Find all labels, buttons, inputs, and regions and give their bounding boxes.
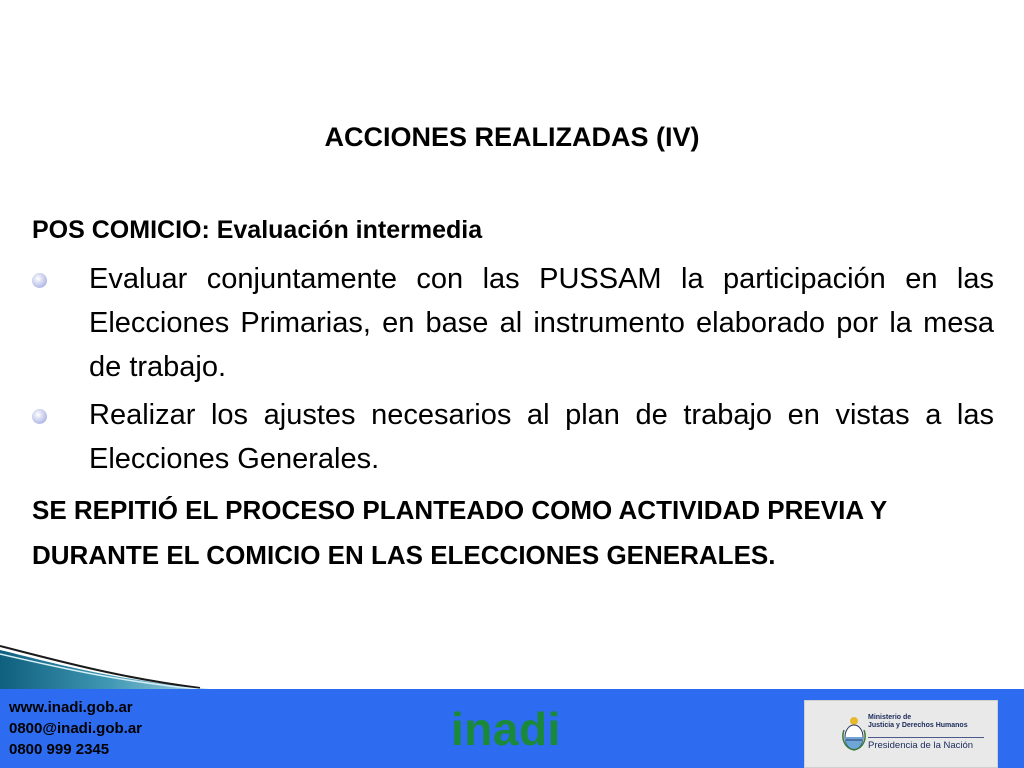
argentina-coat-of-arms-icon (842, 716, 866, 752)
phone-number: 0800 999 2345 (9, 741, 110, 758)
bullet-text: Realizar los ajustes necesarios al plan de trabajo en vistas a las Elecciones Generales. (89, 399, 994, 475)
circle-bullet-icon (32, 409, 47, 424)
footer-bar (0, 689, 1024, 768)
inadi-brand: inadi (451, 703, 561, 755)
circle-bullet-icon (32, 273, 47, 288)
decorative-swoosh (0, 640, 220, 692)
ministry-divider (868, 737, 984, 738)
bullet-item (32, 257, 994, 389)
website-link[interactable]: www.inadi.gob.ar (9, 699, 133, 716)
bullet-text: Evaluar conjuntamente con las PUSSAM la participación en las Elecciones Primarias, en base al instrumento elaborado por la mesa de trabajo. (89, 263, 994, 383)
presidencia-label: Presidencia de la Nación (868, 740, 974, 751)
slide-title: ACCIONES REALIZADAS (IV) (324, 122, 700, 152)
section-subtitle: POS COMICIO: Evaluación intermedia (32, 216, 483, 244)
email-link[interactable]: 0800@inadi.gob.ar (9, 720, 143, 737)
footer-contacts (9, 697, 142, 760)
ministry-line-2: Justicia y Derechos Humanos (868, 722, 968, 729)
ministry-logo (804, 700, 998, 768)
ministry-line-1: Ministerio de (868, 714, 912, 721)
bullet-list (32, 257, 994, 485)
bullet-item (32, 393, 994, 481)
closing-statement: SE REPITIÓ EL PROCESO PLANTEADO COMO ACTIVIDAD PREVIA Y DURANTE EL COMICIO EN LAS ELECCIONES GENERALES. (32, 495, 887, 570)
